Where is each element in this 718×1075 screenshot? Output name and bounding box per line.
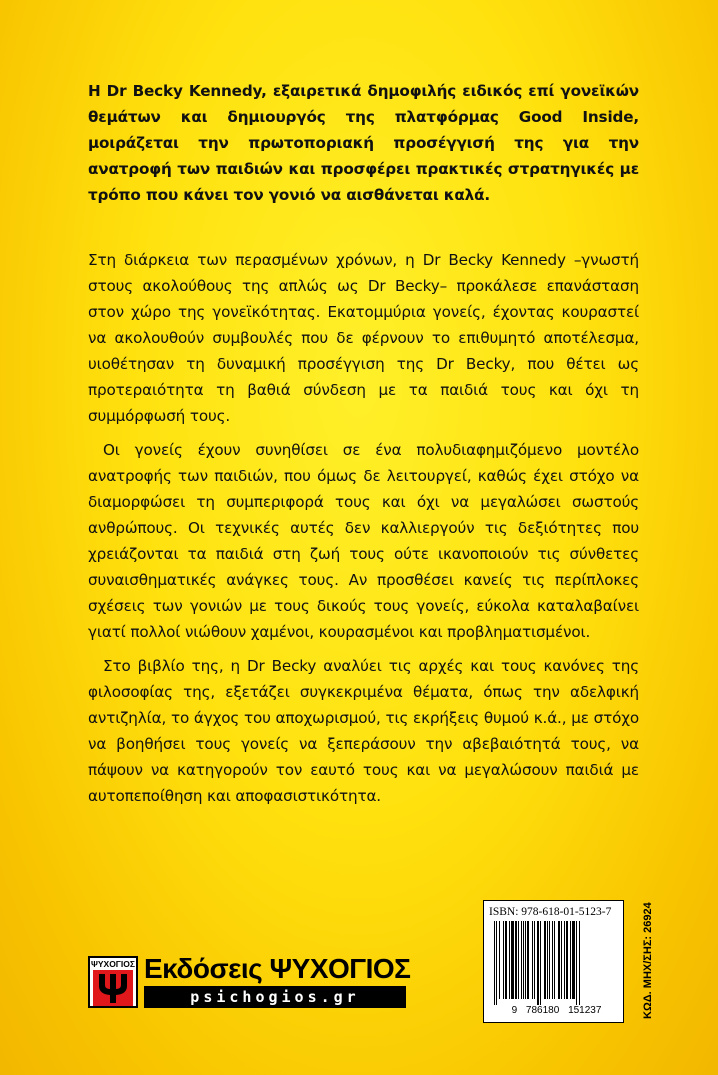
- barcode-panel: [483, 900, 624, 1023]
- barcode-bar: [579, 921, 580, 1005]
- description-paragraph: Στη διάρκεια των περασμένων χρόνων, η Dr Becky Kennedy –γνωστή στους ακολούθους της απλώς ως Dr Becky– προκάλεσε επανάσταση στον χώρο της γονεϊκότητας. Εκατομμύρια γονείς, έχοντας κουραστεί να ακολουθούν συμβουλές που δε φέρνουν το επιθυμητό αποτέλεσμα, υιοθέτησαν τη δυναμική προσέγγιση της Dr Becky, που θέτει ως προτεραιότητα τη βαθιά σύνδεση με τα παιδιά τους και όχι τη συμμόρφωσή τους.: [88, 251, 639, 425]
- barcode-bar: [552, 921, 553, 999]
- barcode-bar: [494, 921, 495, 1005]
- barcode-bar: [525, 921, 526, 999]
- barcode-bar: [576, 921, 577, 1005]
- barcode-bar: [537, 921, 539, 1005]
- isbn-label: ISBN: 978-618-01-5123-7: [489, 906, 612, 918]
- barcode-bar: [558, 921, 560, 999]
- barcode-bar: [499, 921, 500, 999]
- psi-icon: [93, 970, 133, 1006]
- barcode-bar: [554, 921, 555, 999]
- barcode-bar: [561, 921, 562, 999]
- barcode-bar: [503, 921, 504, 999]
- product-code: ΚΩΔ. ΜΗΧ/ΣΗΣ: 26924: [642, 902, 654, 1019]
- barcode-bar: [521, 921, 522, 999]
- barcode-bar: [540, 921, 541, 1005]
- barcode-bar: [534, 921, 535, 999]
- publisher-url: psichogios.gr: [144, 986, 406, 1008]
- barcode-bar: [515, 921, 517, 999]
- barcode-bar: [532, 921, 533, 999]
- publisher-logo-mark: [88, 956, 138, 1008]
- description-body: [88, 247, 639, 817]
- barcode-digit-group: 786180: [525, 1005, 560, 1016]
- barcode-bar: [544, 921, 546, 999]
- barcode-bars: [492, 921, 616, 1005]
- barcode-bar: [527, 921, 529, 999]
- barcode-digit-group: 151237: [568, 1005, 602, 1016]
- logo-word: ΨΥΧΟΓΙΟΣ: [90, 959, 135, 969]
- barcode-digits: [484, 1005, 623, 1016]
- publisher-name: Εκδόσεις ΨΥΧΟΓΙΟΣ: [144, 953, 411, 984]
- barcode-bar: [572, 921, 575, 999]
- barcode-bar: [547, 921, 548, 999]
- barcode-bar: [509, 921, 510, 999]
- barcode-bar: [496, 921, 497, 1005]
- barcode-digit-first: 9: [511, 1005, 518, 1016]
- barcode-bar: [511, 921, 514, 999]
- barcode-bar: [523, 921, 524, 999]
- barcode-bar: [566, 921, 568, 999]
- description-paragraph: Οι γονείς έχουν συνηθίσει σε ένα πολυδιαφημιζόμενο μοντέλο ανατροφής των παιδιών, που όμως δε λειτουργεί, καθώς έχει στόχο να διαμορφώσει τη συμπεριφορά τους και όχι να μεγαλώσει σωστούς ανθρώπους. Οι τεχνικές αυτές δεν καλλιεργούν τις δεξιότητες που χρειάζονται τα παιδιά στη ζωή τους ούτε ικανοποιούν τις σύνθετες συναισθηματικές ανάγκες τους. Αν προσθέσει κανείς τις περίπλοκες σχέσεις των γονιών με τους δικούς τους γονείς, εύκολα καταλαβαίνει γιατί πολλοί νιώθουν χαμένοι, κουρασμένοι και προβληματισμένοι.: [88, 441, 639, 641]
- barcode-bar: [505, 921, 507, 999]
- publisher-logo: [88, 953, 411, 1008]
- barcode-bar: [518, 921, 519, 999]
- barcode-bar: [564, 921, 565, 999]
- lead-paragraph: Η Dr Becky Kennedy, εξαιρετικά δημοφιλής ειδικός επί γονεϊκών θεμάτων και δημιουργός της πλατφόρμας Good Inside, μοιράζεται την πρωτοποριακή προσέγγισή της για την ανατροφή των παιδιών και προσφέρει πρακτικές στρατηγικές με τρόπο που κάνει τον γονιό να αισθάνεται καλά.: [88, 82, 639, 204]
- barcode-bar: [570, 921, 571, 999]
- description-paragraph: Στο βιβλίο της, η Dr Becky αναλύει τις αρχές και τους κανόνες της φιλοσοφίας της, εξετάζει συγκεκριμένα θέματα, όπως την αδελφική αντιζηλία, το άγχος του αποχωρισμού, τις εκρήξεις θυμού κ.ά., με στόχο να βοηθήσει τους γονείς να ξεπεράσουν την αβεβαιότητά τους, να πάψουν να κατηγορούν τον εαυτό τους και να μεγαλώσουν παιδιά με αυτοπεποίθηση και αποφασιστικότητα.: [88, 657, 639, 805]
- barcode-bar: [549, 921, 550, 999]
